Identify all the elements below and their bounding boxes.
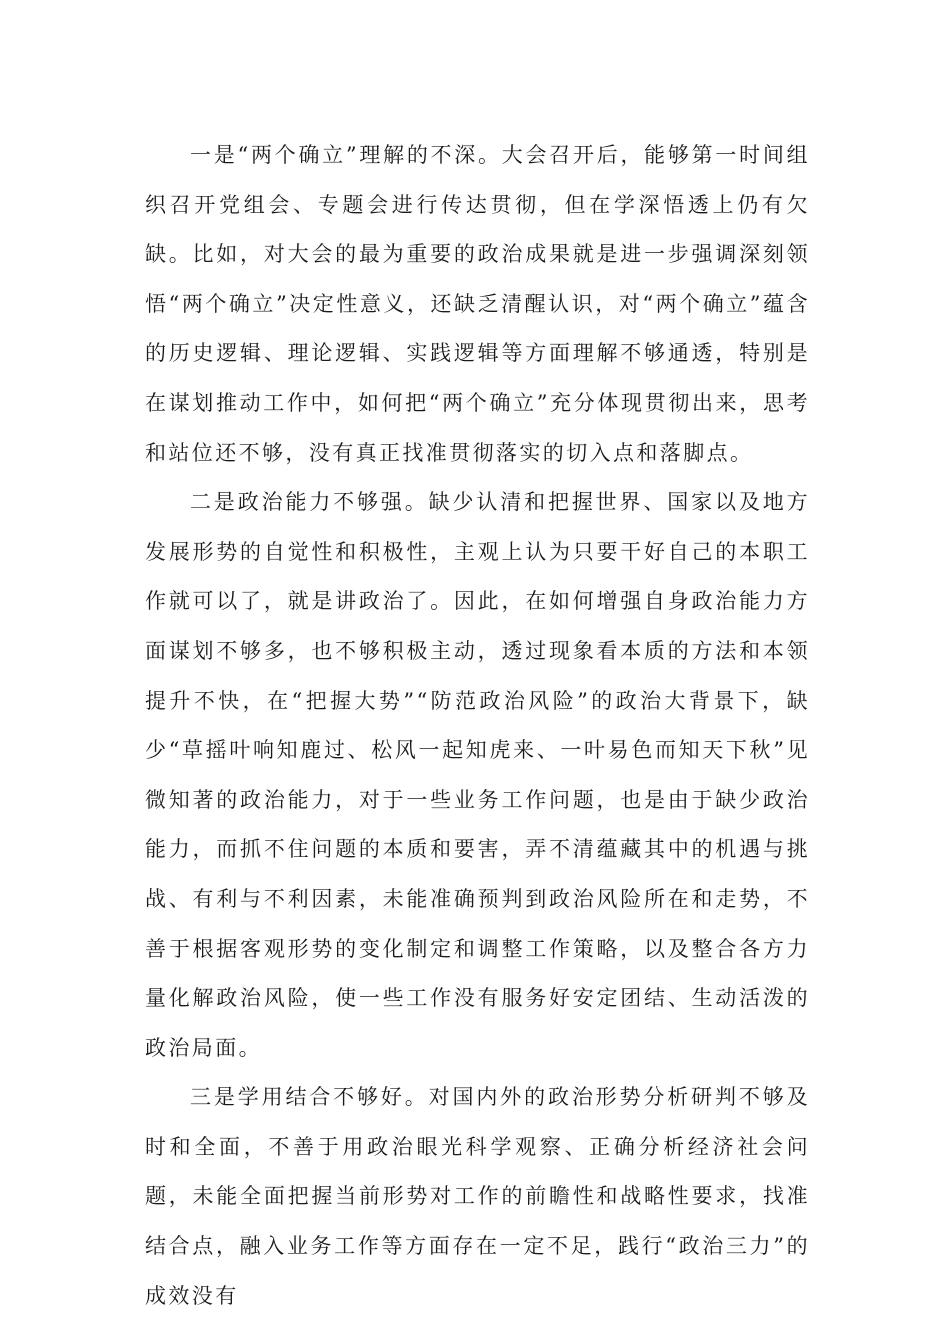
- paragraph-3: 三是学用结合不够好。对国内外的政治形势分析研判不够及时和全面，不善于用政治眼光科学观察、正确分析经济社会问题，未能全面把握当前形势对工作的前瞻性和战略性要求，找准结合点，融入业务工作等方面存在一定不足，践行“政治三力”的成效没有: [145, 1085, 810, 1308]
- paragraph-2: 二是政治能力不够强。缺少认清和把握世界、国家以及地方发展形势的自觉性和积极性，主观上认为只要干好自己的本职工作就可以了，就是讲政治了。因此，在如何增强自身政治能力方面谋划不够多，也不够积极主动，透过现象看本质的方法和本领提升不快，在“把握大势”“防范政治风险”的政治大背景下，缺少“草摇叶响知鹿过、松风一起知虎来、一叶易色而知天下秋”见微知著的政治能力，对于一些业务工作问题，也是由于缺少政治能力，而抓不住问题的本质和要害，弄不清蕴藏其中的机遇与挑战、有利与不利因素，未能准确预判到政治风险所在和走势，不善于根据客观形势的变化制定和调整工作策略，以及整合各方力量化解政治风险，使一些工作没有服务好安定团结、生动活泼的政治局面。: [145, 490, 810, 1060]
- paragraph-1: 一是“两个确立”理解的不深。大会召开后，能够第一时间组织召开党组会、专题会进行传达贯彻，但在学深悟透上仍有欠缺。比如，对大会的最为重要的政治成果就是进一步强调深刻领悟“两个确立”决定性意义，还缺乏清醒认识，对“两个确立”蕴含的历史逻辑、理论逻辑、实践逻辑等方面理解不够通透，特别是在谋划推动工作中，如何把“两个确立”充分体现贯彻出来，思考和站位还不够，没有真正找准贯彻落实的切入点和落脚点。: [145, 143, 810, 465]
- document-body: [145, 131, 810, 1321]
